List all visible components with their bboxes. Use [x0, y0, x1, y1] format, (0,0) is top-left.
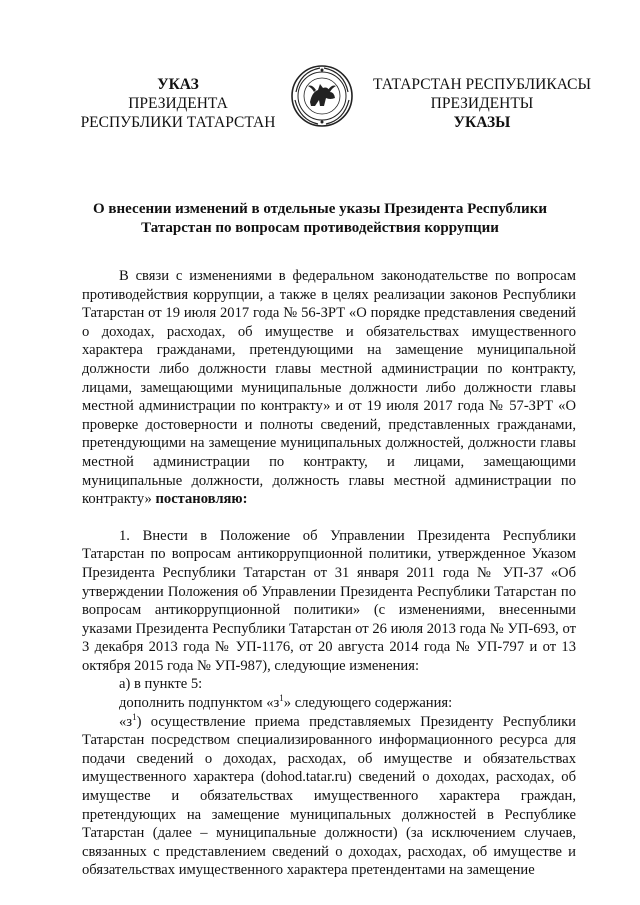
z1-text-post: ) осуществление приема представляемых Президенту Республики Татарстан посредством специализированного информационного ресурса для подачи сведений о доходах, расходах, об имуществе и обязательствах имущественного характера (dohod.tatar.ru) сведений о доходах, расходах, об имуществе и обязательствах имущественного характера граждан, претендующих на замещение муниципальных должностей в Республике Татарстан (далее – муниципальные должности) (за исключением случаев, связанных с представлением сведений о доходах, расходах, об имуществе и обязательствах имущественного характера претендентами на замещение [82, 713, 576, 879]
preamble-bold-text: постановляю: [155, 491, 248, 508]
header-left-line1: УКАЗ [157, 76, 199, 93]
preamble-paragraph [82, 267, 576, 509]
header-left-line3: РЕСПУБЛИКИ ТАТАРСТАН [80, 114, 276, 131]
subitem-z1-paragraph [82, 713, 576, 880]
header-right-line3: УКАЗЫ [453, 114, 511, 131]
tatarstan-coat-of-arms-icon [290, 62, 354, 130]
header-left-russian [78, 75, 278, 132]
item-1-paragraph: 1. Внести в Положение об Управлении Президента Республики Татарстан по вопросам антикоррупционной политики, утвержденное Указом Президента Республики Татарстан от 31 января 2011 года № УП-37 «Об утверждении Положения об Управлении Президента Республики Татарстан по вопросам антикоррупционной политики» (с изменениями, внесенными указами Президента Республики Татарстан от 26 июля 2013 года № УП-693, от 3 декабря 2013 года № УП-1176, от 20 августа 2014 года № УП-797 и от 13 октября 2015 года № УП-987), следующие изменения: [82, 527, 576, 674]
header-left-line2: ПРЕЗИДЕНТА [128, 95, 228, 112]
add-subitem-paragraph [82, 694, 576, 713]
sub-item-a: а) в пункте 5: [119, 676, 203, 693]
document-title [60, 200, 580, 238]
title-line2: Татарстан по вопросам противодействия коррупции [141, 220, 499, 236]
header-right-tatar [372, 75, 592, 132]
preamble-text: В связи с изменениями в федеральном законодательстве по вопросам противодействия коррупции, а также в целях реализации законов Республики Татарстан от 19 июля 2017 года № 56-ЗРТ «О порядке представления сведений о доходах, расходах, об имуществе и обязательствах имущественного характера гражданами, претендующими на замещение муниципальной должности либо должности главы местной администрации по контракту, лицами, замещающими муниципальные должности либо должности главы местной администрации по контракту» и от 19 июля 2017 года № 57-ЗРТ «О проверке достоверности и полноты сведений, представленных гражданами, претендующими на замещение муниципальных должностей, должности главы местной администрации по контракту, и лицами, замещающими муниципальные должности, должность главы местной администрации по контракту» [82, 268, 576, 508]
header-right-line2: ПРЕЗИДЕНТЫ [430, 95, 534, 112]
add-subitem-text-post: » следующего содержания: [283, 695, 453, 712]
add-subitem-superscript: 1 [279, 693, 284, 704]
z1-text-pre: «з [119, 713, 133, 730]
title-line1: О внесении изменений в отдельные указы Президента Республики [93, 201, 547, 217]
add-subitem-text-pre: дополнить подпунктом «з [119, 695, 280, 712]
document-body [82, 267, 576, 880]
header-right-line1: ТАТАРСТАН РЕСПУБЛИКАСЫ [373, 76, 591, 93]
z1-superscript: 1 [132, 711, 137, 722]
